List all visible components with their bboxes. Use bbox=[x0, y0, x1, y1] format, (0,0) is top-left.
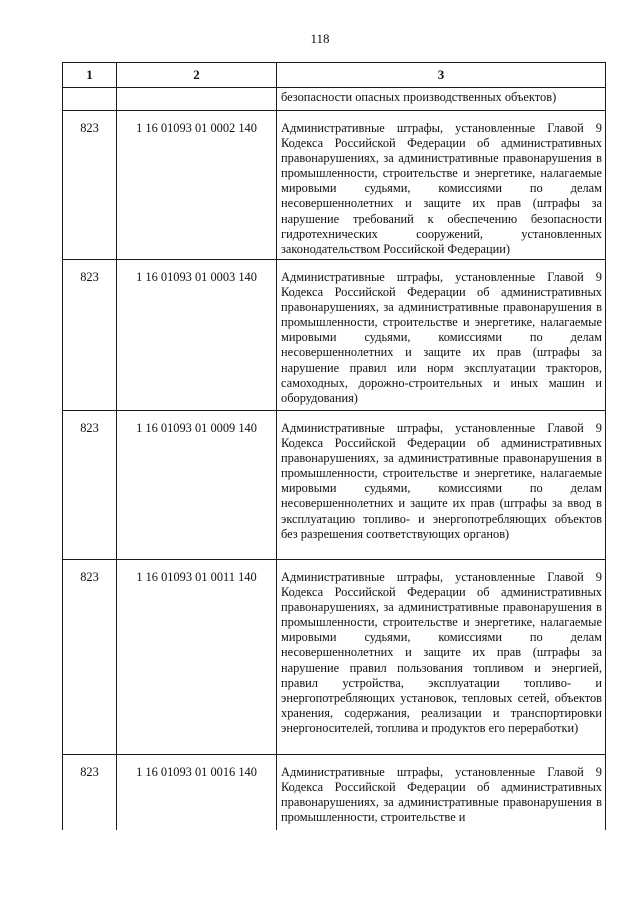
description-cell: Административные штрафы, установленные Главой 9 Кодекса Российской Федерации об административных правонарушениях, за административные правонарушения в промышленности, строительстве и энергетике, налагаемые мировыми судьями, комиссиями по делам несовершеннолетних и защите их прав (штрафы за нарушение требований к обеспечению безопасности гидротехнических сооружений, установленных законодательством Российской Федерации) bbox=[277, 111, 606, 260]
kbk-code-cell: 1 16 01093 01 0011 140 bbox=[117, 560, 277, 755]
admin-code-cell: 823 bbox=[63, 411, 117, 560]
kbk-code-cell: 1 16 01093 01 0009 140 bbox=[117, 411, 277, 560]
kbk-code-cell: 1 16 01093 01 0002 140 bbox=[117, 111, 277, 260]
admin-code-cell: 823 bbox=[63, 260, 117, 411]
continuation-code-cell bbox=[63, 88, 117, 111]
page-number: 118 bbox=[310, 31, 330, 46]
admin-code-cell: 823 bbox=[63, 111, 117, 260]
kbk-code-cell: 1 16 01093 01 0003 140 bbox=[117, 260, 277, 411]
table-row bbox=[63, 411, 606, 560]
continuation-row bbox=[63, 88, 606, 111]
column-header-2: 2 bbox=[117, 63, 277, 88]
table-row bbox=[63, 560, 606, 755]
description-cell: Административные штрафы, установленные Главой 9 Кодекса Российской Федерации об административных правонарушениях, за административные правонарушения в промышленности, строительстве и bbox=[277, 755, 606, 830]
table-header-row bbox=[63, 63, 606, 88]
description-cell: Административные штрафы, установленные Главой 9 Кодекса Российской Федерации об административных правонарушениях, за административные правонарушения в промышленности, строительстве и энергетике, налагаемые мировыми судьями, комиссиями по делам несовершеннолетних и защите их прав (штрафы за нарушение правил пользования топливом и энергией, правил устройства, эксплуатации топливо- и энергопотребляющих установок, тепловых сетей, объектов хранения, содержания, реализации и транспортировки энергоносителей, топлива и продуктов его переработки) bbox=[277, 560, 606, 755]
description-cell: Административные штрафы, установленные Главой 9 Кодекса Российской Федерации об административных правонарушениях, за административные правонарушения в промышленности, строительстве и энергетике, налагаемые мировыми судьями, комиссиями по делам несовершеннолетних и защите их прав (штрафы за ввод в эксплуатацию топливо- и энергопотребляющих объектов без разрешения соответствующих органов) bbox=[277, 411, 606, 560]
admin-code-cell: 823 bbox=[63, 755, 117, 830]
table-row bbox=[63, 260, 606, 411]
table-row bbox=[63, 755, 606, 830]
column-header-1: 1 bbox=[63, 63, 117, 88]
admin-code-cell: 823 bbox=[63, 560, 117, 755]
continuation-description: безопасности опасных производственных объектов) bbox=[277, 88, 606, 111]
budget-classification-table bbox=[62, 62, 606, 830]
continuation-kbk-cell bbox=[117, 88, 277, 111]
description-cell: Административные штрафы, установленные Главой 9 Кодекса Российской Федерации об административных правонарушениях, за административные правонарушения в промышленности, строительстве и энергетике, налагаемые мировыми судьями, комиссиями по делам несовершеннолетних и защите их прав (штрафы за нарушение правил или норм эксплуатации тракторов, самоходных, дорожно-строительных и иных машин и оборудования) bbox=[277, 260, 606, 411]
column-header-3: 3 bbox=[277, 63, 606, 88]
table-row bbox=[63, 111, 606, 260]
kbk-code-cell: 1 16 01093 01 0016 140 bbox=[117, 755, 277, 830]
